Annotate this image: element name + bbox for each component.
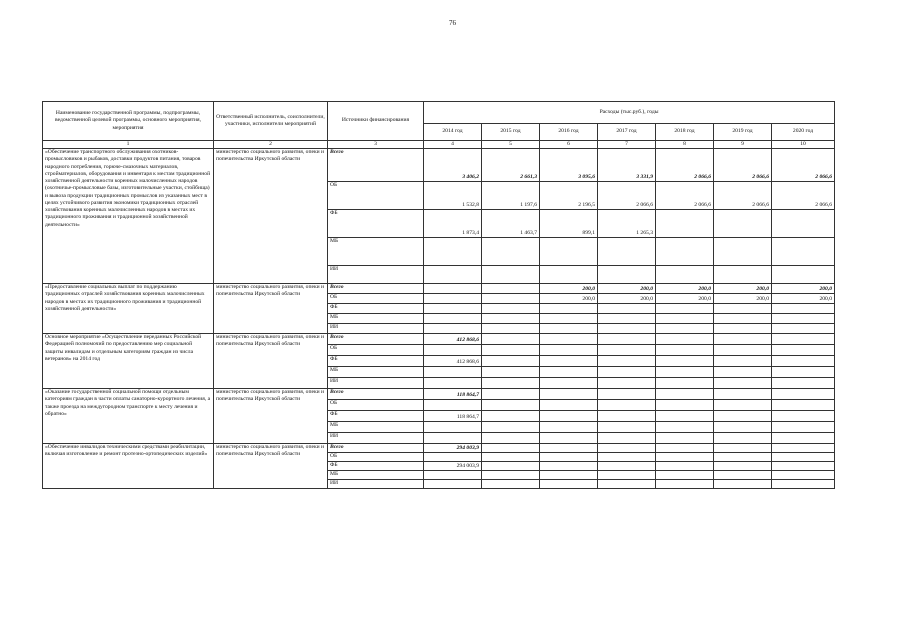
header-source: Источники финансирования xyxy=(328,102,424,141)
expense-value xyxy=(714,422,772,433)
expense-value xyxy=(482,367,540,378)
funding-source: МБ xyxy=(328,314,424,324)
expense-value xyxy=(540,480,598,489)
header-executor: Ответственный исполнитель, соисполнители, участники, исполнители мероприятий xyxy=(214,102,328,141)
column-number: 10 xyxy=(772,141,835,149)
expense-value xyxy=(772,238,835,266)
expense-value xyxy=(714,433,772,444)
expense-value: 3 331,9 xyxy=(598,149,656,182)
expense-value xyxy=(714,304,772,314)
expense-value xyxy=(656,471,714,480)
expense-value xyxy=(656,266,714,284)
expense-value xyxy=(772,389,835,400)
column-number: 7 xyxy=(598,141,656,149)
expense-value xyxy=(424,294,482,304)
expense-value: 1 463,7 xyxy=(482,210,540,238)
expense-value xyxy=(598,304,656,314)
expense-value xyxy=(482,334,540,345)
expense-value xyxy=(482,314,540,324)
activity-name: «Оказание государственной социальной помощи отдельным категориям граждан в части оплаты санаторно-курортного лечения, а также проезда на междугородном транспорте к месту лечения и обратно» xyxy=(43,389,214,444)
expense-value xyxy=(540,266,598,284)
table-row xyxy=(43,334,835,345)
expense-value xyxy=(540,345,598,356)
funding-source: ИИ xyxy=(328,266,424,284)
expense-value xyxy=(540,378,598,389)
expense-value: 3 095,6 xyxy=(540,149,598,182)
expense-value xyxy=(772,453,835,462)
expense-value: 2 066,6 xyxy=(714,149,772,182)
expense-value xyxy=(424,304,482,314)
expense-value xyxy=(714,400,772,411)
expense-value xyxy=(714,324,772,334)
expense-value: 2 066,6 xyxy=(772,182,835,210)
expense-value xyxy=(714,444,772,453)
budget-table xyxy=(42,101,835,489)
funding-source: МБ xyxy=(328,367,424,378)
expense-value xyxy=(598,367,656,378)
column-number: 3 xyxy=(328,141,424,149)
funding-source: ИИ xyxy=(328,433,424,444)
expense-value xyxy=(482,389,540,400)
expense-value xyxy=(424,422,482,433)
expense-value xyxy=(540,304,598,314)
funding-source: ФБ xyxy=(328,304,424,314)
expense-value xyxy=(772,304,835,314)
activity-name: «Обеспечение инвалидов техническими средствами реабилитации, включая изготовление и ремонт протезно-ортопедических изделий» xyxy=(43,444,214,489)
expense-value xyxy=(656,411,714,422)
expense-value xyxy=(598,471,656,480)
expense-value xyxy=(482,400,540,411)
expense-value xyxy=(540,314,598,324)
expense-value xyxy=(482,238,540,266)
expense-value xyxy=(598,314,656,324)
expense-value xyxy=(598,453,656,462)
expense-value: 200,0 xyxy=(714,284,772,294)
expense-value: 200,0 xyxy=(656,294,714,304)
expense-value xyxy=(598,462,656,471)
expense-value xyxy=(656,304,714,314)
expense-value xyxy=(424,453,482,462)
executor: министерство социального развития, опеки и попечительства Иркутской области xyxy=(214,389,328,444)
expense-value: 1 197,6 xyxy=(482,182,540,210)
expense-value xyxy=(656,462,714,471)
header-year: 2016 год xyxy=(540,124,598,141)
expense-value xyxy=(656,367,714,378)
funding-source: ИИ xyxy=(328,378,424,389)
column-number: 1 xyxy=(43,141,214,149)
expense-value xyxy=(482,356,540,367)
expense-value xyxy=(424,314,482,324)
expense-value xyxy=(714,345,772,356)
expense-value xyxy=(772,367,835,378)
funding-source: ОБ xyxy=(328,294,424,304)
funding-source: ФБ xyxy=(328,356,424,367)
expense-value: 200,0 xyxy=(714,294,772,304)
expense-value xyxy=(482,294,540,304)
expense-value xyxy=(772,462,835,471)
expense-value xyxy=(540,462,598,471)
funding-source: ФБ xyxy=(328,411,424,422)
expense-value xyxy=(598,378,656,389)
expense-value: 412 868,6 xyxy=(424,356,482,367)
funding-source: ФБ xyxy=(328,462,424,471)
expense-value xyxy=(772,471,835,480)
expense-value xyxy=(424,345,482,356)
expense-value: 200,0 xyxy=(598,294,656,304)
funding-source: Всего xyxy=(328,284,424,294)
expense-value: 200,0 xyxy=(656,284,714,294)
funding-source: Всего xyxy=(328,444,424,453)
expense-value xyxy=(482,284,540,294)
expense-value xyxy=(482,480,540,489)
expense-value xyxy=(656,238,714,266)
expense-value: 1 532,8 xyxy=(424,182,482,210)
executor: министерство социального развития, опеки и попечительства Иркутской области xyxy=(214,284,328,334)
executor: министерство социального развития, опеки и попечительства Иркутской области xyxy=(214,334,328,389)
expense-value xyxy=(482,462,540,471)
expense-value xyxy=(598,345,656,356)
expense-value xyxy=(656,444,714,453)
funding-source: ОБ xyxy=(328,182,424,210)
expense-value xyxy=(598,324,656,334)
expense-value: 1 265,3 xyxy=(598,210,656,238)
funding-source: ОБ xyxy=(328,453,424,462)
expense-value xyxy=(772,444,835,453)
expense-value xyxy=(772,378,835,389)
expense-value xyxy=(772,334,835,345)
expense-value xyxy=(424,400,482,411)
expense-value xyxy=(656,480,714,489)
expense-value xyxy=(424,433,482,444)
header-name: Наименование государственной программы, подпрограммы, ведомственной целевой программы, основного мероприятия, мероприятия xyxy=(43,102,214,141)
expense-value: 294 003,9 xyxy=(424,444,482,453)
expense-value xyxy=(598,238,656,266)
expense-value xyxy=(656,324,714,334)
expense-value xyxy=(540,367,598,378)
expense-value: 118 864,7 xyxy=(424,389,482,400)
expense-value xyxy=(772,422,835,433)
funding-source: МБ xyxy=(328,238,424,266)
expense-value: 118 864,7 xyxy=(424,411,482,422)
table-row xyxy=(43,284,835,294)
funding-source: Всего xyxy=(328,389,424,400)
funding-source: ОБ xyxy=(328,345,424,356)
expense-value xyxy=(714,334,772,345)
expense-value xyxy=(482,324,540,334)
expense-value xyxy=(424,284,482,294)
expense-value xyxy=(482,433,540,444)
expense-value xyxy=(656,453,714,462)
expense-value: 2 066,6 xyxy=(598,182,656,210)
header-year: 2014 год xyxy=(424,124,482,141)
expense-value xyxy=(772,210,835,238)
expense-value xyxy=(772,411,835,422)
table-row xyxy=(43,149,835,182)
expense-value xyxy=(714,453,772,462)
expense-value xyxy=(598,433,656,444)
expense-value xyxy=(540,471,598,480)
expense-value xyxy=(540,334,598,345)
expense-value xyxy=(714,389,772,400)
executor: министерство социального развития, опеки и попечительства Иркутской области xyxy=(214,149,328,284)
activity-name: «Предоставление социальных выплат по поддержанию традиционных отраслей хозяйствования коренных малочисленных народов в местах их традиционного проживания и традиционной хозяйственной деятельности» xyxy=(43,284,214,334)
expense-value xyxy=(540,444,598,453)
header-expenses: Расходы (тыс.руб.), годы xyxy=(424,102,835,124)
expense-value xyxy=(540,422,598,433)
funding-source: Всего xyxy=(328,149,424,182)
expense-value: 2 196,5 xyxy=(540,182,598,210)
funding-source: ФБ xyxy=(328,210,424,238)
expense-value xyxy=(772,314,835,324)
expense-value xyxy=(482,453,540,462)
header-year: 2015 год xyxy=(482,124,540,141)
expense-value xyxy=(598,400,656,411)
expense-value: 2 066,6 xyxy=(772,149,835,182)
funding-source: ОБ xyxy=(328,400,424,411)
expense-value xyxy=(540,411,598,422)
expense-value xyxy=(598,389,656,400)
expense-value: 412 868,6 xyxy=(424,334,482,345)
expense-value: 3 406,2 xyxy=(424,149,482,182)
expense-value xyxy=(772,356,835,367)
expense-value xyxy=(656,356,714,367)
funding-source: ИИ xyxy=(328,480,424,489)
expense-value: 200,0 xyxy=(540,284,598,294)
activity-name: «Обеспечение транспортного обслуживания охотников-промысловиков и рыбаков, доставки продуктов питания, товаров народного потребления, горюче-смазочных материалов, стройматериалов, оборудования и инвентаря к местам традиционной хозяйственной деятельности коренных малочисленных народов (охотничье-промысловые базы, изготовительные участки, стойбища) и вывоза продукции традиционных промыслов из указанных мест в целях устойчивого развития экономики традиционных отраслей хозяйствования коренных малочисленных народов в местах их традиционного проживания и традиционной хозяйственной деятельности» xyxy=(43,149,214,284)
expense-value xyxy=(482,411,540,422)
expense-value xyxy=(656,400,714,411)
expense-value: 200,0 xyxy=(772,294,835,304)
expense-value: 294 003,9 xyxy=(424,462,482,471)
expense-value xyxy=(656,210,714,238)
expense-value xyxy=(714,462,772,471)
expense-value xyxy=(656,334,714,345)
expense-value xyxy=(656,433,714,444)
expense-value xyxy=(598,422,656,433)
table-row xyxy=(43,444,835,453)
expense-value xyxy=(598,356,656,367)
expense-value xyxy=(656,422,714,433)
expense-value: 200,0 xyxy=(772,284,835,294)
header-year: 2020 год xyxy=(772,124,835,141)
page-number: 76 xyxy=(449,19,456,27)
expense-value xyxy=(598,480,656,489)
expense-value xyxy=(656,389,714,400)
expense-value xyxy=(772,266,835,284)
expense-value xyxy=(772,400,835,411)
expense-value xyxy=(540,324,598,334)
expense-value xyxy=(772,480,835,489)
expense-value xyxy=(714,266,772,284)
expense-value xyxy=(540,389,598,400)
expense-value xyxy=(482,444,540,453)
funding-source: МБ xyxy=(328,422,424,433)
column-number: 8 xyxy=(656,141,714,149)
expense-value xyxy=(714,480,772,489)
expense-value: 200,0 xyxy=(598,284,656,294)
expense-value xyxy=(714,378,772,389)
expense-value: 200,0 xyxy=(540,294,598,304)
expense-value xyxy=(424,480,482,489)
expense-value xyxy=(714,314,772,324)
column-number: 6 xyxy=(540,141,598,149)
header-year: 2017 год xyxy=(598,124,656,141)
expense-value xyxy=(714,471,772,480)
funding-source: Всего xyxy=(328,334,424,345)
expense-value xyxy=(714,411,772,422)
expense-value xyxy=(598,411,656,422)
expense-value: 2 066,6 xyxy=(656,149,714,182)
expense-value xyxy=(482,422,540,433)
expense-value xyxy=(540,356,598,367)
expense-value: 2 066,6 xyxy=(656,182,714,210)
header-year: 2019 год xyxy=(714,124,772,141)
expense-value: 1 873,4 xyxy=(424,210,482,238)
funding-source: ИИ xyxy=(328,324,424,334)
expense-value xyxy=(424,266,482,284)
column-number: 4 xyxy=(424,141,482,149)
column-number: 9 xyxy=(714,141,772,149)
expense-value xyxy=(482,304,540,314)
expense-value xyxy=(424,367,482,378)
expense-value xyxy=(714,210,772,238)
column-number: 2 xyxy=(214,141,328,149)
expense-value xyxy=(482,471,540,480)
expense-value: 2 066,6 xyxy=(714,182,772,210)
expense-value xyxy=(714,367,772,378)
funding-source: МБ xyxy=(328,471,424,480)
expense-value xyxy=(424,324,482,334)
expense-value xyxy=(424,471,482,480)
expense-value xyxy=(482,378,540,389)
expense-value xyxy=(540,238,598,266)
column-number: 5 xyxy=(482,141,540,149)
expense-value xyxy=(598,444,656,453)
expense-value xyxy=(424,378,482,389)
expense-value xyxy=(482,266,540,284)
table-row xyxy=(43,389,835,400)
expense-value xyxy=(714,356,772,367)
executor: министерство социального развития, опеки и попечительства Иркутской области xyxy=(214,444,328,489)
expense-value xyxy=(540,453,598,462)
header-year: 2018 год xyxy=(656,124,714,141)
expense-value xyxy=(772,324,835,334)
expense-value xyxy=(656,378,714,389)
expense-value xyxy=(598,334,656,345)
expense-value: 2 661,3 xyxy=(482,149,540,182)
expense-value xyxy=(772,345,835,356)
expense-value xyxy=(482,345,540,356)
expense-value xyxy=(656,314,714,324)
expense-value xyxy=(540,400,598,411)
expense-value xyxy=(598,266,656,284)
expense-value: 899,1 xyxy=(540,210,598,238)
expense-value xyxy=(772,433,835,444)
expense-value xyxy=(540,433,598,444)
expense-value xyxy=(714,238,772,266)
expense-value xyxy=(424,238,482,266)
activity-name: Основное мероприятие «Осуществление переданных Российской Федерацией полномочий по предоставлению мер социальной защиты инвалидам и отдельным категориям граждан из числа ветеранов» на 2014 год xyxy=(43,334,214,389)
expense-value xyxy=(656,345,714,356)
